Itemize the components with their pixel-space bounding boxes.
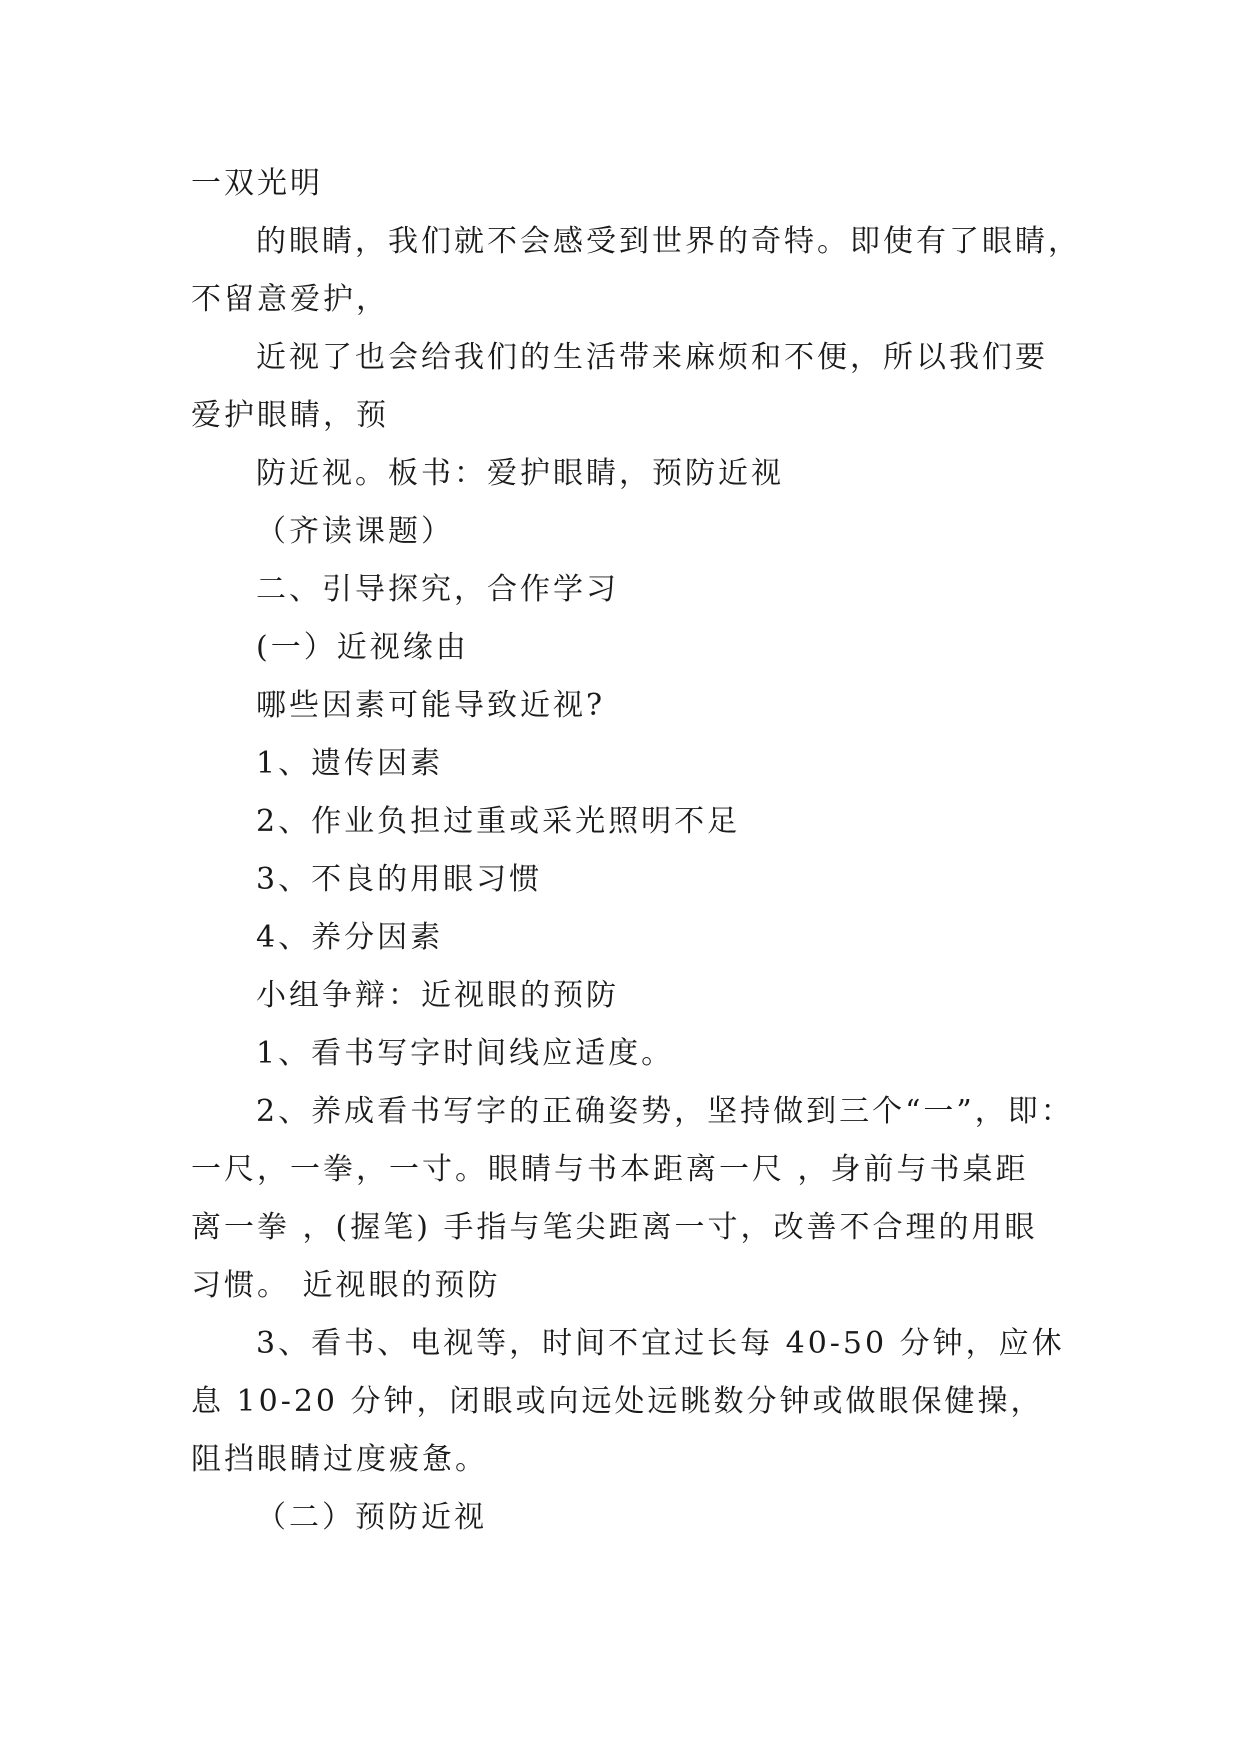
list-item: 4、养分因素: [256, 920, 444, 955]
list-item: 1、看书写字时间线应适度。: [256, 1036, 675, 1071]
list-item: 1、遗传因素: [256, 746, 444, 781]
text-line-6: 防近视。板书：爱护眼睛，预防近视: [256, 456, 784, 491]
text-line-2: 的眼睛，我们就不会感受到世界的奇特。即使有了眼睛，: [256, 224, 1081, 259]
text-line-7: （齐读课题）: [256, 514, 454, 549]
text-line-18: 一尺，一拳，一寸。眼睛与书本距离一尺 ，身前与书桌距: [191, 1152, 1029, 1187]
text-line-19: 离一拳 ，(握笔) 手指与笔尖距离一寸，改善不合理的用眼: [191, 1210, 1038, 1245]
text-line-23: 阻挡眼睛过度疲惫。: [191, 1442, 488, 1477]
section-heading: 二、引导探究，合作学习: [256, 572, 619, 607]
text-line-20: 习惯。 近视眼的预防: [191, 1268, 501, 1303]
text-line-5: 爱护眼睛，预: [191, 398, 389, 433]
text-line-4: 近视了也会给我们的生活带来麻烦和不便，所以我们要: [256, 340, 1048, 375]
text-line-15: 小组争辩：近视眼的预防: [256, 978, 619, 1013]
list-item: 2、作业负担过重或采光照明不足: [256, 804, 741, 839]
list-item: 2、养成看书写字的正确姿势，坚持做到三个“一”，即：: [256, 1094, 1074, 1129]
subsection-heading-1: (一）近视缘由: [256, 630, 469, 665]
subsection-heading-2: （二）预防近视: [256, 1500, 487, 1535]
text-line-3: 不留意爱护，: [191, 282, 389, 317]
list-item: 3、看书、电视等，时间不宜过长每 40-50 分钟，应休: [256, 1326, 1065, 1361]
text-line-22: 息 10-20 分钟，闭眼或向远处远眺数分钟或做眼保健操，: [191, 1384, 1044, 1419]
list-item: 3、不良的用眼习惯: [256, 862, 543, 897]
text-line-1: 一双光明: [191, 166, 323, 201]
text-line-10: 哪些因素可能导致近视?: [256, 688, 606, 723]
